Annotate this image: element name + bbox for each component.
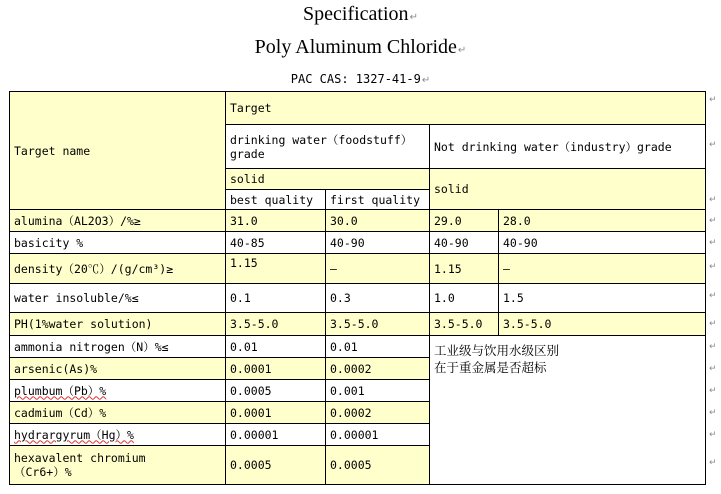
cell-best: 0.0005 [225,379,326,402]
cell-first: 0.0002 [325,357,430,380]
cell-industry-1: 40-90 [429,231,499,254]
solid-header: solid [225,168,430,190]
paragraph-mark-icon: ↵ [709,319,717,329]
cell-industry-2: – [498,253,706,284]
cell-best: 31.0 [225,209,326,232]
paragraph-mark-icon: ↵ [709,430,717,440]
industry-grade-header: Not drinking water（industry）grade [429,124,706,169]
cell-best: 40-85 [225,231,326,254]
paragraph-mark-icon: ↵ [709,95,717,105]
first-quality-header: first quality [325,189,430,210]
paragraph-mark-icon: ↵ [709,386,717,396]
cell-best: 0.0001 [225,357,326,380]
cell-best: 0.01 [225,335,326,358]
cell-first: 30.0 [325,209,430,232]
cell-first: 0.00001 [325,423,430,446]
industry-note: 工业级与饮用水级区别 在于重金属是否超标 [429,335,706,485]
product-name: Poly Aluminum Chloride↵ [254,36,467,58]
row-label: ammonia nitrogen（N）%≤ [9,335,226,358]
row-label: density（20℃）/(g/cm³)≥ [9,253,226,284]
row-label: alumina（AL2O3）/%≥ [9,209,226,232]
cell-industry-2: 28.0 [498,209,706,232]
row-label: cadmium（Cd）% [9,401,226,424]
cell-best: 1.15 [225,253,326,284]
cell-industry-2: 3.5-5.0 [498,312,706,336]
paragraph-mark-icon: ↵ [709,262,717,272]
row-label: arsenic(As)% [9,357,226,380]
paragraph-mark-icon: ↵ [709,140,717,150]
paragraph-mark-icon: ↵ [709,342,717,352]
cell-first: 40-90 [325,231,430,254]
row-label: water insoluble/%≤ [9,283,226,313]
cell-industry-1: 29.0 [429,209,499,232]
cell-industry-2: 40-90 [498,231,706,254]
cell-best: 0.0005 [225,445,326,485]
cell-industry-1: 1.15 [429,253,499,284]
cell-first: 0.3 [325,283,430,313]
drinking-grade-header: drinking water（foodstuff） grade [225,124,430,169]
cell-first: – [325,253,430,284]
row-label: basicity % [9,231,226,254]
row-label: plumbum（Pb）% [9,379,226,402]
cell-first: 0.0002 [325,401,430,424]
paragraph-mark-icon: ↵ [709,238,717,248]
cell-best: 0.0001 [225,401,326,424]
row-label: PH(1%water solution) [9,312,226,336]
solid-header-industry: solid [429,168,706,210]
row-label: hydrargyrum（Hg）% [9,423,226,446]
cell-industry-1: 3.5-5.0 [429,312,499,336]
target-header: Target [225,91,706,125]
cell-first: 3.5-5.0 [325,312,430,336]
paragraph-mark-icon: ↵ [709,458,717,468]
row-label: hexavalent chromium （Cr6+）% [9,445,226,485]
cell-best: 3.5-5.0 [225,312,326,336]
cell-best: 0.1 [225,283,326,313]
cell-best: 0.00001 [225,423,326,446]
paragraph-mark-icon: ↵ [709,364,717,374]
paragraph-mark-icon: ↵ [709,291,717,301]
cell-first: 0.0005 [325,445,430,485]
document-title: Specification↵ [303,3,418,25]
paragraph-mark-icon: ↵ [709,216,717,226]
best-quality-header: best quality [225,189,326,210]
cell-first: 0.01 [325,335,430,358]
paragraph-mark-icon: ↵ [709,408,717,418]
cas-line: PAC CAS: 1327-41-9↵ [290,72,431,86]
cell-first: 0.001 [325,379,430,402]
target-name-header: Target name [9,91,226,210]
cell-industry-1: 1.0 [429,283,499,313]
paragraph-mark-icon: ↵ [709,195,717,205]
cell-industry-2: 1.5 [498,283,706,313]
